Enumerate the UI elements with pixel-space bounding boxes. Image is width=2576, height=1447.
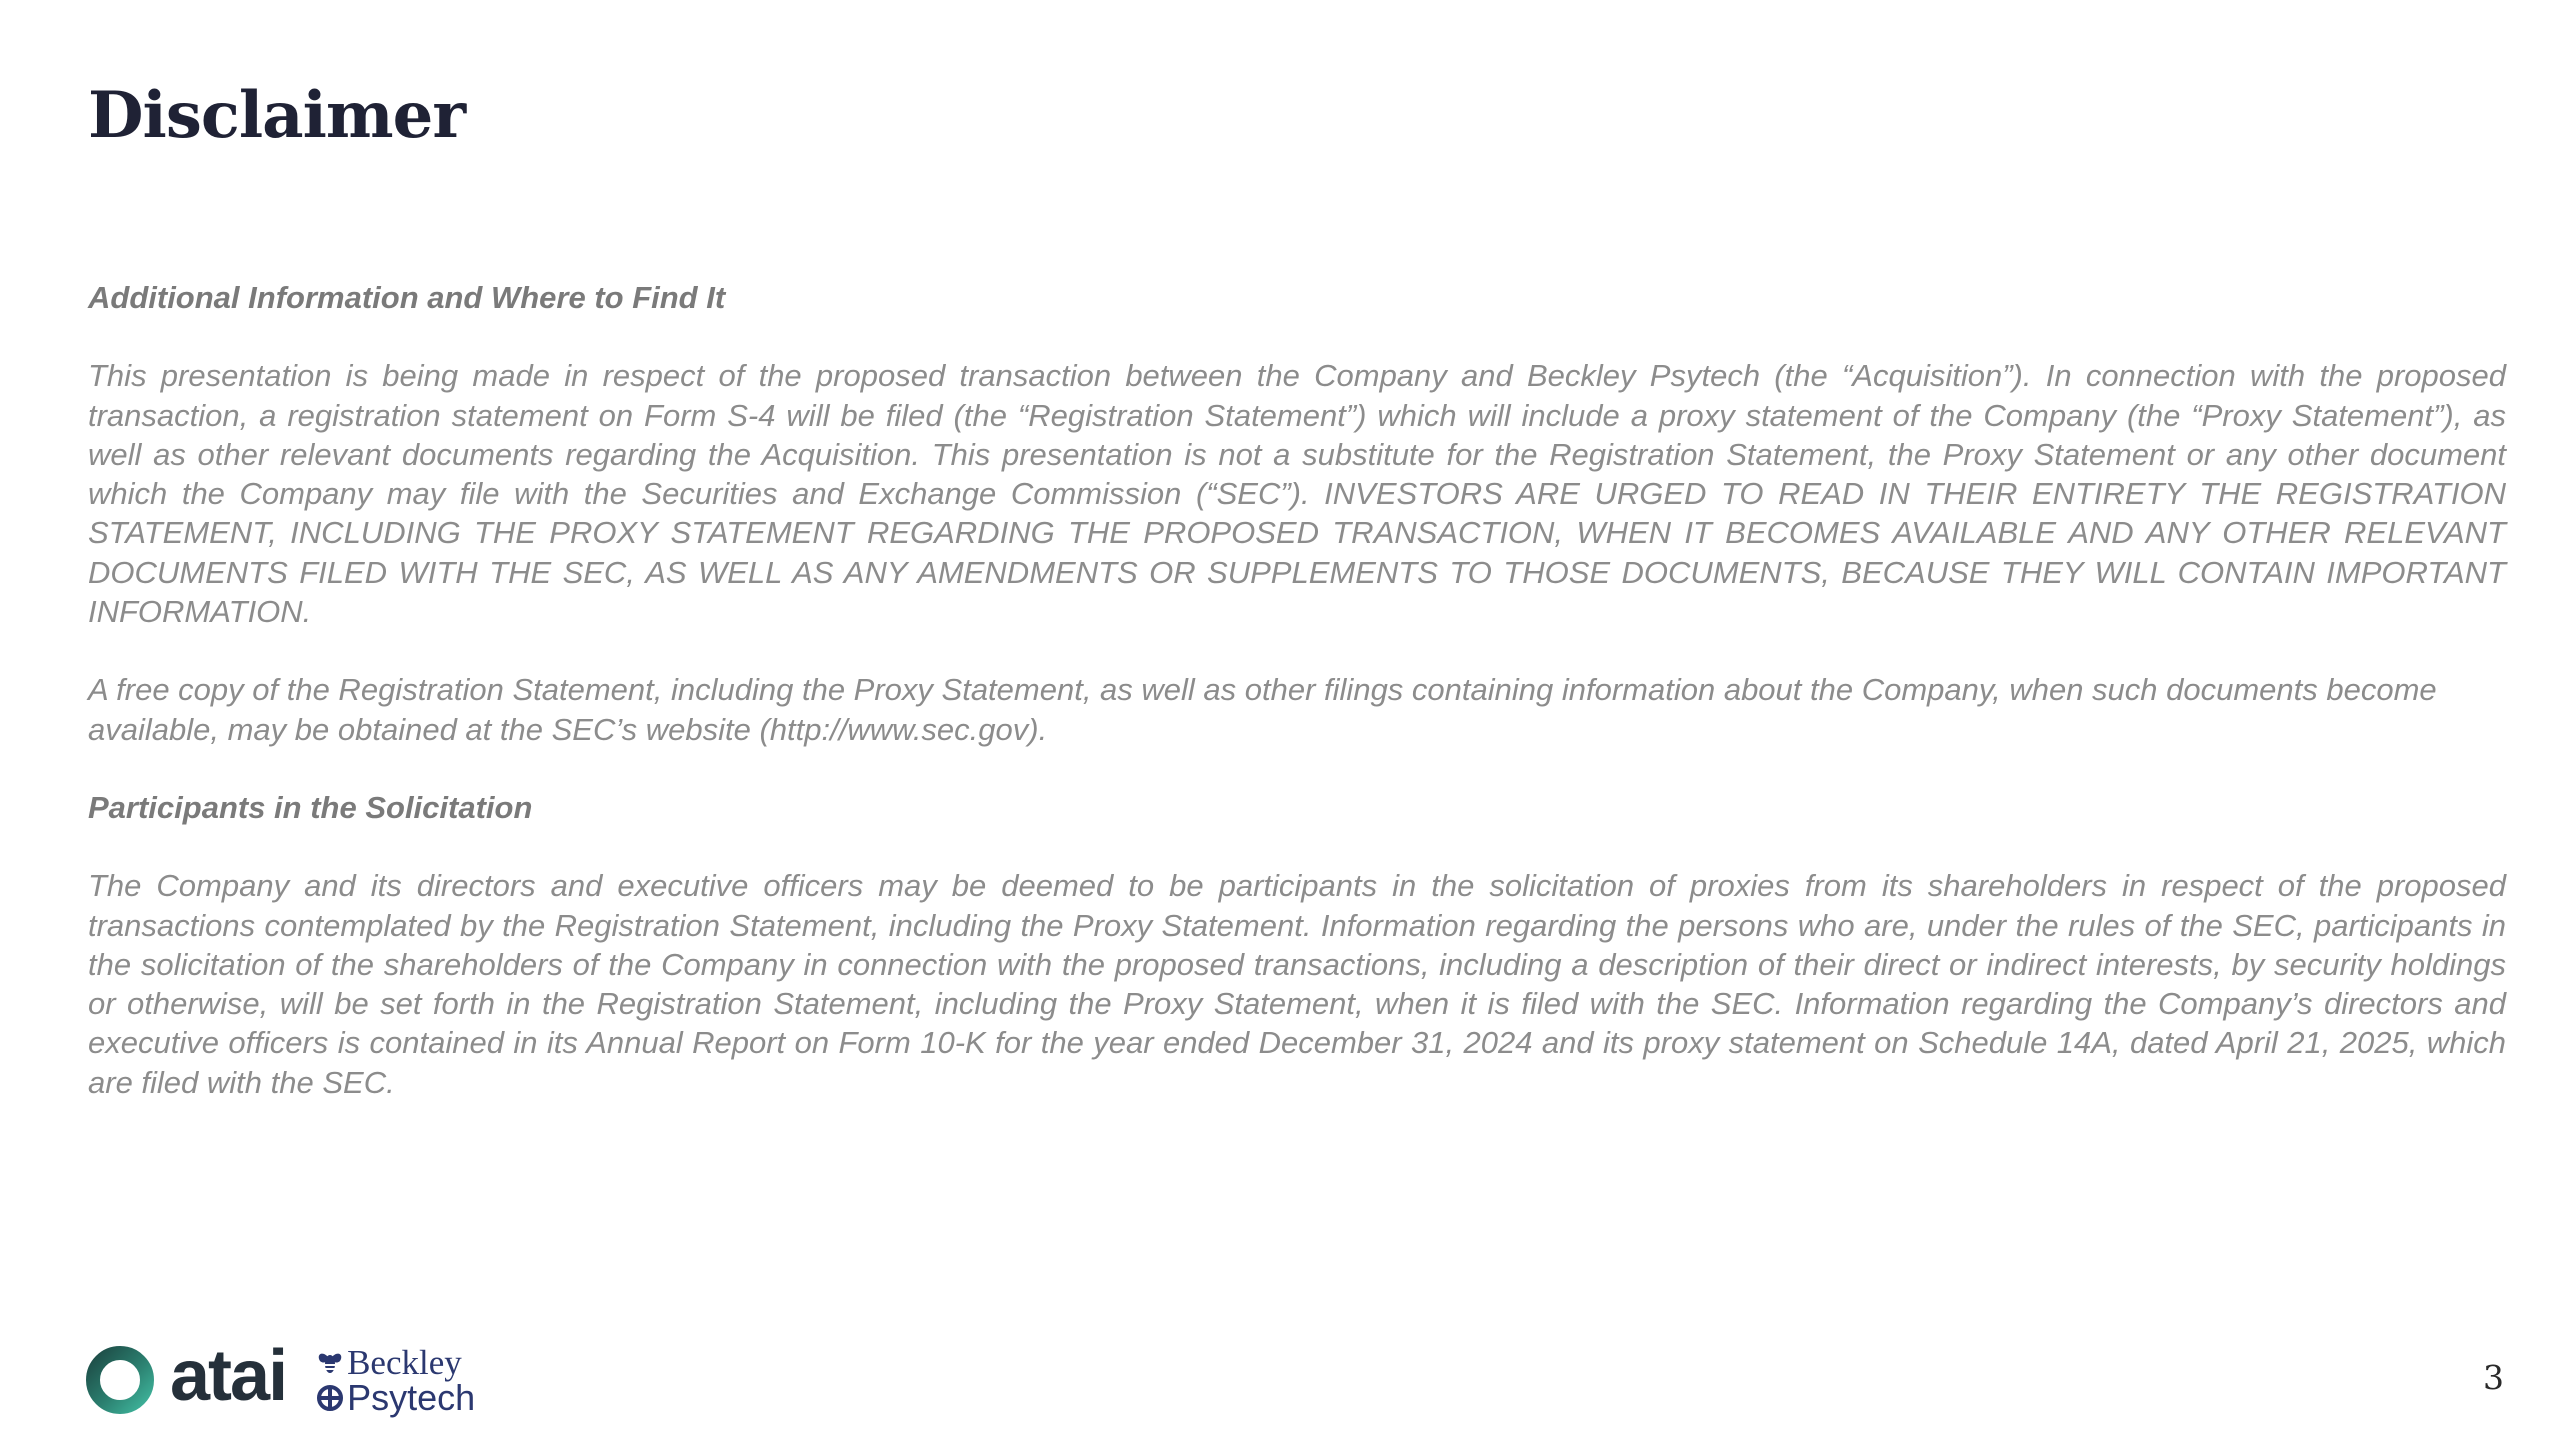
paragraph-free-copy: A free copy of the Registration Statement, including the Proxy Statement, as well as other filings containing information about the Company, when such documents become available, may be obtained at the SEC’s website (http://www.sec.gov). [88, 672, 2437, 747]
psytech-circle-icon [316, 1384, 344, 1412]
section-heading-participants: Participants in the Solicitation [88, 789, 533, 825]
section-heading-additional-info: Additional Information and Where to Find It [88, 280, 726, 315]
page-title: Disclaimer [88, 78, 466, 153]
beckley-bee-icon [316, 1347, 344, 1377]
paragraph-participants: The Company and its directors and executive officers may be deemed to be participants in the solicitation of proxies from its shareholders in respect of the proposed transactions contemplated by the Registration Statement, including the Proxy Statement. Information regarding the persons who are, under the rules of the SEC, participants in the solicitation of the shareholders of the Company in connection with the proposed transactions, including a description of their direct or indirect interests, by security holdings or otherwise, will be set forth in the Registration Statement, including the Proxy Statement, when it is filed with the SEC. Information regarding the Company’s directors and executive officers is contained in its Annual Report on Form 10-K for the year ended December 31, 2024 and its proxy statement on Schedule 14A, dated April 21, 2025, which are filed with the SEC. [88, 868, 2506, 1100]
beckley-psytech-logo [316, 1342, 476, 1418]
psytech-logo-text: Psytech [347, 1376, 476, 1418]
disclaimer-body [88, 278, 2506, 1141]
page-number: 3 [2483, 1358, 2504, 1397]
beckley-logo-text: Beckley [347, 1342, 462, 1382]
atai-logo-text: atai [170, 1336, 287, 1416]
footer-logos [84, 1336, 476, 1420]
atai-ring-logo-icon [84, 1344, 156, 1416]
paragraph-acquisition: This presentation is being made in respect of the proposed transaction between the Company and Beckley Psytech (the “Acquisition”). In connection with the proposed transaction, a registration statement on Form S-4 will be filed (the “Registration Statement”) which will include a proxy statement of the Company (the “Proxy Statement”), as well as other relevant documents regarding the Acquisition. This presentation is not a substitute for the Registration Statement, the Proxy Statement or any other document which the Company may file with the Securities and Exchange Commission (“SEC”). INVESTORS ARE URGED TO READ IN THEIR ENTIRETY THE REGISTRATION STATEMENT, INCLUDING THE PROXY STATEMENT REGARDING THE PROPOSED TRANSACTION, WHEN IT BECOMES AVAILABLE AND ANY OTHER RELEVANT DOCUMENTS FILED WITH THE SEC, AS WELL AS ANY AMENDMENTS OR SUPPLEMENTS TO THOSE DOCUMENTS, BECAUSE THEY WILL CONTAIN IMPORTANT INFORMATION. [88, 358, 2506, 630]
